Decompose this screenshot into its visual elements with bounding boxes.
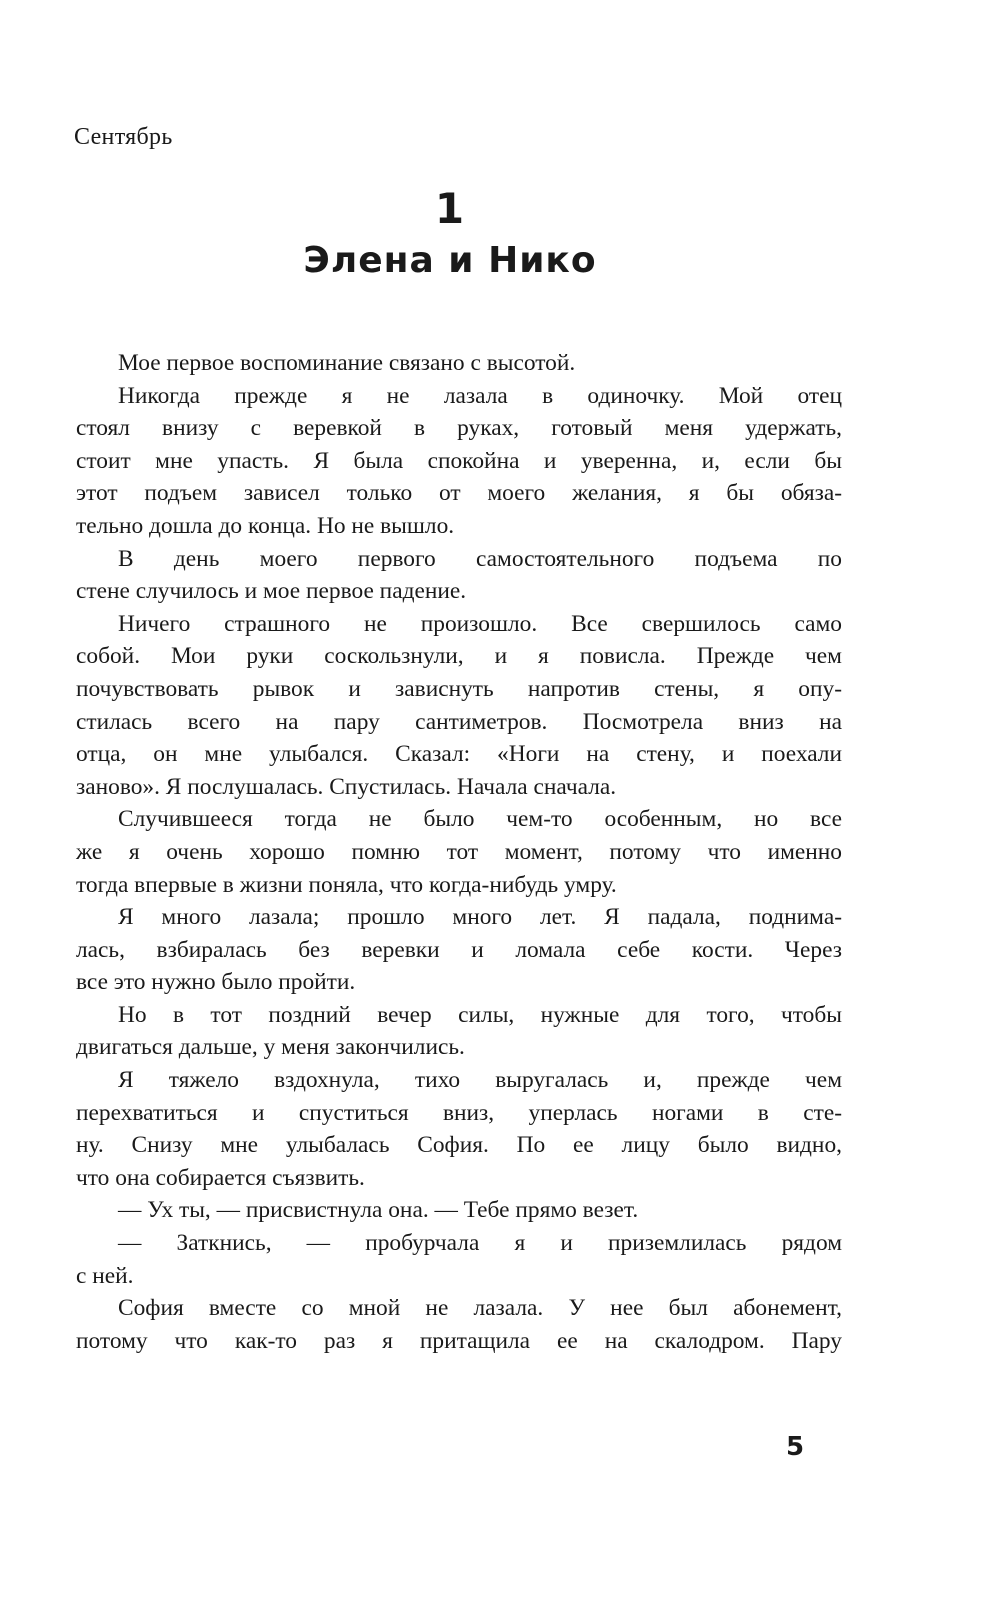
text-line: почувствовать рывок и зависнуть напротив стены, я опу- (76, 675, 842, 702)
text-line: В день моего первого самостоятельного подъема по (118, 545, 842, 572)
chapter-number: 1 (434, 184, 466, 233)
text-line: — Заткнись, — пробурчала я и приземлилась рядом (118, 1230, 842, 1257)
text-line: все это нужно было пройти. (76, 969, 356, 996)
text-line: София вместе со мной не лазала. У нее был абонемент, (118, 1295, 842, 1322)
text-line: перехватиться и спуститься вниз, уперлась ногами в сте- (76, 1099, 842, 1126)
text-line: Ничего страшного не произошло. Все свершилось само (118, 610, 842, 637)
chapter-title: Элена и Нико (303, 240, 597, 281)
text-line: стилась всего на пару сантиметров. Посмотрела вниз на (76, 708, 842, 735)
text-line: ну. Снизу мне улыбалась София. По ее лицу было видно, (76, 1132, 842, 1159)
text-line: Я тяжело вздохнула, тихо выругалась и, прежде чем (118, 1067, 842, 1094)
text-line: Случившееся тогда не было чем-то особенным, но все (118, 806, 842, 833)
text-line: тогда впервые в жизни поняла, что когда-нибудь умру. (76, 871, 617, 898)
section-label: Сентябрь (74, 124, 173, 150)
text-line: потому что как-то раз я притащила ее на скалодром. Пару (76, 1327, 842, 1354)
text-line: Но в тот поздний вечер силы, нужные для того, чтобы (118, 1001, 842, 1028)
text-line: стоит мне упасть. Я была спокойна и уверенна, и, если бы (76, 447, 842, 474)
text-line: — Ух ты, — присвистнула она. — Тебе прямо везет. (118, 1197, 639, 1224)
text-line: с ней. (76, 1262, 134, 1289)
body-text (76, 347, 842, 1357)
text-line: же я очень хорошо помню тот момент, потому что именно (76, 838, 842, 865)
text-line: Никогда прежде я не лазала в одиночку. Мой отец (118, 382, 842, 409)
text-line: собой. Мои руки соскользнули, и я повисла. Прежде чем (76, 643, 842, 670)
text-line: тельно дошла до конца. Но не вышло. (76, 512, 455, 539)
text-line: лась, взбиралась без веревки и ломала себе кости. Через (76, 936, 842, 963)
text-line: стене случилось и мое первое падение. (76, 578, 467, 605)
text-line: этот подъем зависел только от моего желания, я бы обяза- (76, 480, 842, 507)
text-line: стоял внизу с веревкой в руках, готовый меня удержать, (76, 415, 842, 442)
text-line: отца, он мне улыбался. Сказал: «Ноги на стену, и поехали (76, 741, 842, 768)
text-line: что она собирается съязвить. (76, 1164, 365, 1191)
page-number: 5 (786, 1432, 805, 1462)
text-line: заново». Я послушалась. Спустилась. Начала сначала. (76, 773, 617, 800)
text-line: Мое первое воспоминание связано с высотой. (118, 350, 576, 376)
text-line: Я много лазала; прошло много лет. Я падала, поднима- (118, 904, 842, 931)
text-line: двигаться дальше, у меня закончились. (76, 1034, 465, 1061)
